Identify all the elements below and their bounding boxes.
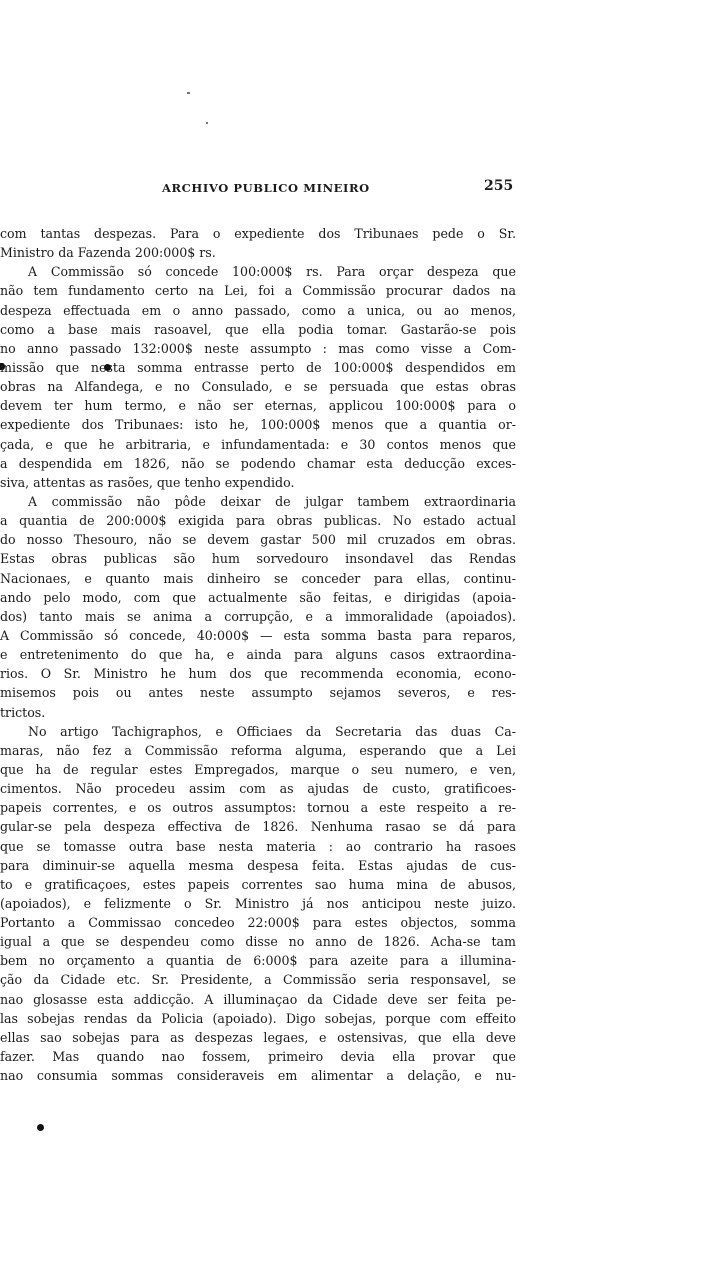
text-line: despeza effectuada em o anno passado, como a unica, ou ao menos, (0, 302, 516, 318)
text-line: igual a que se despendeu como disse no anno de 1826. Acha-se tam (0, 934, 516, 950)
text-line: Estas obras publicas são hum sorvedouro insondavel das Rendas (0, 551, 516, 567)
text-line: papeis correntes, e os outros assumptos: tornou a este respeito a re- (0, 800, 516, 816)
text-line: ando pelo modo, com que actualmente são feitas, e dirigidas (apoia- (0, 589, 516, 605)
text-line: ção da Cidade etc. Sr. Presidente, a Commissão seria responsavel, se (0, 972, 516, 988)
text-line: do nosso Thesouro, não se devem gastar 500 mil cruzados em obras. (0, 532, 516, 548)
running-title: ARCHIVO PUBLICO MINEIRO (162, 181, 370, 195)
text-line: com tantas despezas. Para o expediente dos Tribunaes pede o Sr. (0, 226, 516, 241)
text-line: fazer. Mas quando nao fossem, primeiro devia ella provar que (0, 1049, 516, 1065)
text-line: no anno passado 132:000$ neste assumpto : mas como visse a Com- (0, 340, 516, 356)
text-line: çada, e que he arbitraria, e infundamentada: e 30 contos menos que (0, 436, 516, 452)
text-line: a quantia de 200:000$ exigida para obras publicas. No estado actual (0, 513, 516, 529)
text-line: expediente dos Tribunaes: isto he, 100:000$ menos que a quantia or- (0, 417, 516, 433)
text-line: bem no orçamento a quantia de 6:000$ para azeite para a illumina- (0, 953, 516, 969)
text-line: misemos pois ou antes neste assumpto sejamos severos, e res- (0, 685, 516, 701)
text-line: A Commissão só concede 100:000$ rs. Para orçar despeza que (28, 264, 516, 280)
text-line: que se tomasse outra base nesta materia : ao contrario ha rasoes (0, 838, 516, 854)
text-line: nao glosasse esta addicção. A illuminaçao da Cidade deve ser feita pe- (0, 991, 516, 1007)
text-line: a despendida em 1826, não se podendo chamar esta deducção exces- (0, 455, 516, 471)
body-text (0, 224, 516, 1085)
text-line: ellas sao sobejas para as despezas legaes, e ostensivas, que ella deve (0, 1029, 516, 1045)
text-line: e entretenimento do que ha, e ainda para alguns casos extraordina- (0, 647, 516, 663)
text-line: trictos. (0, 704, 46, 720)
footer-bullet (37, 1124, 44, 1131)
text-line: A Commissão só concede, 40:000$ — esta somma basta para reparos, (0, 627, 516, 643)
scan-speck (206, 122, 208, 124)
text-line: como a base mais rasoavel, que ella podia tomar. Gastarão-se pois (0, 321, 516, 337)
page-number: 255 (484, 178, 514, 194)
text-line: to e gratificaçoes, estes papeis correntes sao huma mina de abusos, (0, 876, 516, 892)
scan-speck (187, 92, 190, 94)
text-line: para diminuir-se aquella mesma despesa feita. Estas ajudas de cus- (0, 857, 516, 873)
text-line: maras, não fez a Commissão reforma alguma, esperando que a Lei (0, 742, 516, 758)
running-header (0, 178, 516, 200)
text-line: rios. O Sr. Ministro he hum dos que recommenda economia, econo- (0, 666, 516, 682)
text-line: obras na Alfandega, e no Consulado, e se persuada que estas obras (0, 379, 516, 395)
text-line: siva, attentas as rasões, que tenho expendido. (0, 474, 295, 490)
text-line: (apoiados), e felizmente o Sr. Ministro já nos anticipou neste juizo. (0, 895, 516, 911)
text-line: cimentos. Não procedeu assim com as ajudas de custo, gratificoes- (0, 781, 516, 797)
text-line: Nacionaes, e quanto mais dinheiro se conceder para ellas, continu- (0, 570, 516, 586)
text-line: A commissão não pôde deixar de julgar tambem extraordinaria (28, 493, 516, 509)
text-line: gular-se pela despeza effectiva de 1826. Nenhuma rasao se dá para (0, 819, 516, 835)
text-line: missão que nesta somma entrasse perto de 100:000$ despendidos em (0, 359, 516, 375)
text-line: Ministro da Fazenda 200:000$ rs. (0, 245, 216, 261)
text-line: No artigo Tachigraphos, e Officiaes da Secretaria das duas Ca- (28, 723, 516, 739)
text-line: nao consumia sommas consideraveis em alimentar a delação, e nu- (0, 1068, 516, 1084)
text-line: las sobejas rendas da Policia (apoiado). Digo sobejas, porque com effeito (0, 1010, 516, 1026)
text-line: Portanto a Commissao concedeo 22:000$ para estes objectos, somma (0, 915, 516, 931)
text-line: não tem fundamento certo na Lei, foi a Commissão procurar dados na (0, 283, 516, 299)
text-line: que ha de regular estes Empregados, marque o seu numero, e ven, (0, 761, 516, 777)
text-line: devem ter hum termo, e não ser eternas, applicou 100:000$ para o (0, 398, 516, 414)
text-line: dos) tanto mais se anima a corrupção, e a immoralidade (apoiados). (0, 608, 516, 624)
